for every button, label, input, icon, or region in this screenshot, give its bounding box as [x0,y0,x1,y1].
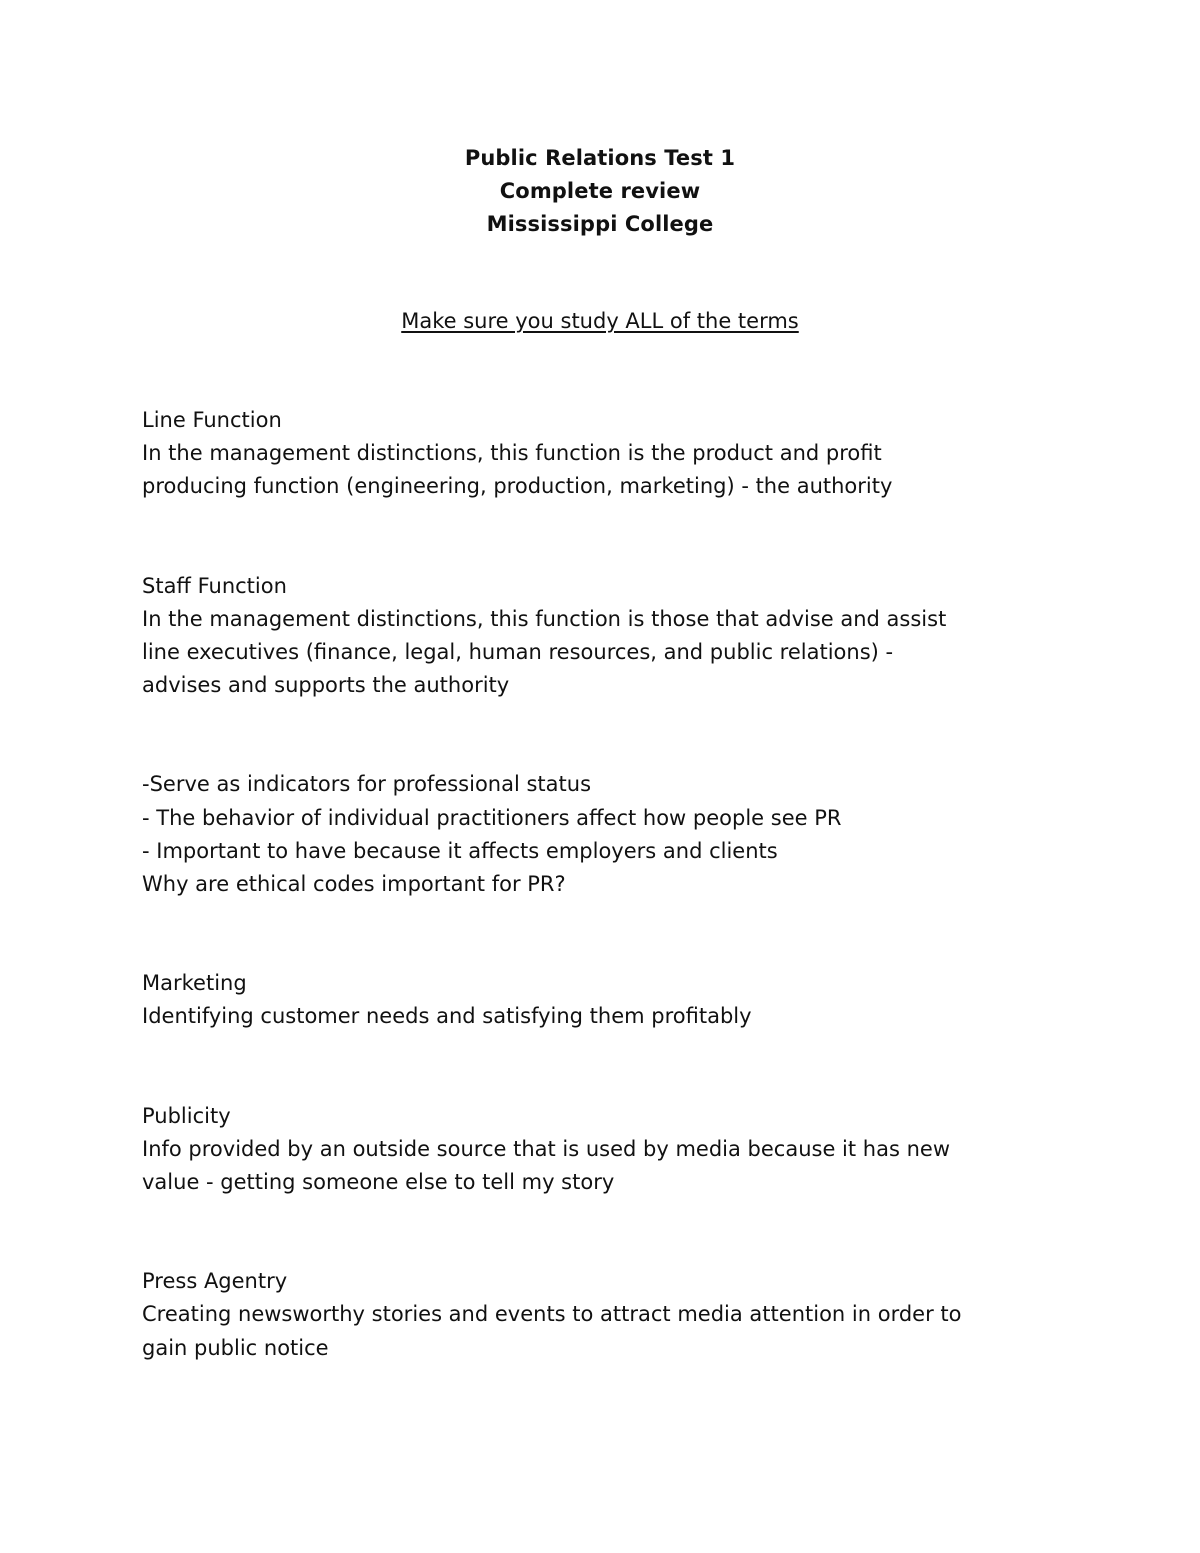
question-line: Why are ethical codes important for PR? [142,872,566,897]
definition-line: Identifying customer needs and satisfying them profitably [142,1004,752,1029]
definition-line: In the management distinctions, this function is those that advise and assist [142,606,947,631]
term-entry-staff-function [142,570,1072,703]
term-entry-publicity [142,1100,1072,1200]
title-block [0,142,1200,241]
definition-line: value - getting someone else to tell my story [142,1170,615,1195]
definition-line: -Serve as indicators for professional status [142,772,592,797]
term-list [142,404,1072,1365]
definition-line: Info provided by an outside source that is used by media because it has new [142,1136,950,1161]
term-entry-marketing [142,967,1072,1033]
definition-line: - Important to have because it affects employers and clients [142,838,778,863]
definition-line: advises and supports the authority [142,673,510,698]
term-heading: Staff Function [142,573,287,598]
term-heading: Line Function [142,408,282,432]
term-heading: Press Agentry [142,1269,288,1294]
study-instruction: Make sure you study ALL of the terms [401,309,799,333]
school-name: Mississippi College [486,212,714,236]
term-heading: Marketing [142,971,247,996]
document-subtitle: Complete review [499,179,701,203]
definition-line: producing function (engineering, production, marketing) - the authority [142,474,893,499]
term-entry-line-function [142,404,1072,504]
definition-line: - The behavior of individual practitioners affect how people see PR [142,805,842,830]
document-title: Public Relations Test 1 [464,146,736,170]
definition-line: gain public notice [142,1335,329,1360]
term-entry-press-agentry [142,1265,1072,1365]
term-heading: Publicity [142,1103,231,1128]
term-entry-ethical-codes [142,768,1072,901]
definition-line: In the management distinctions, this function is the product and profit [142,441,882,466]
definition-line: Creating newsworthy stories and events to attract media attention in order to [142,1302,962,1327]
definition-line: line executives (finance, legal, human resources, and public relations) - [142,640,894,665]
